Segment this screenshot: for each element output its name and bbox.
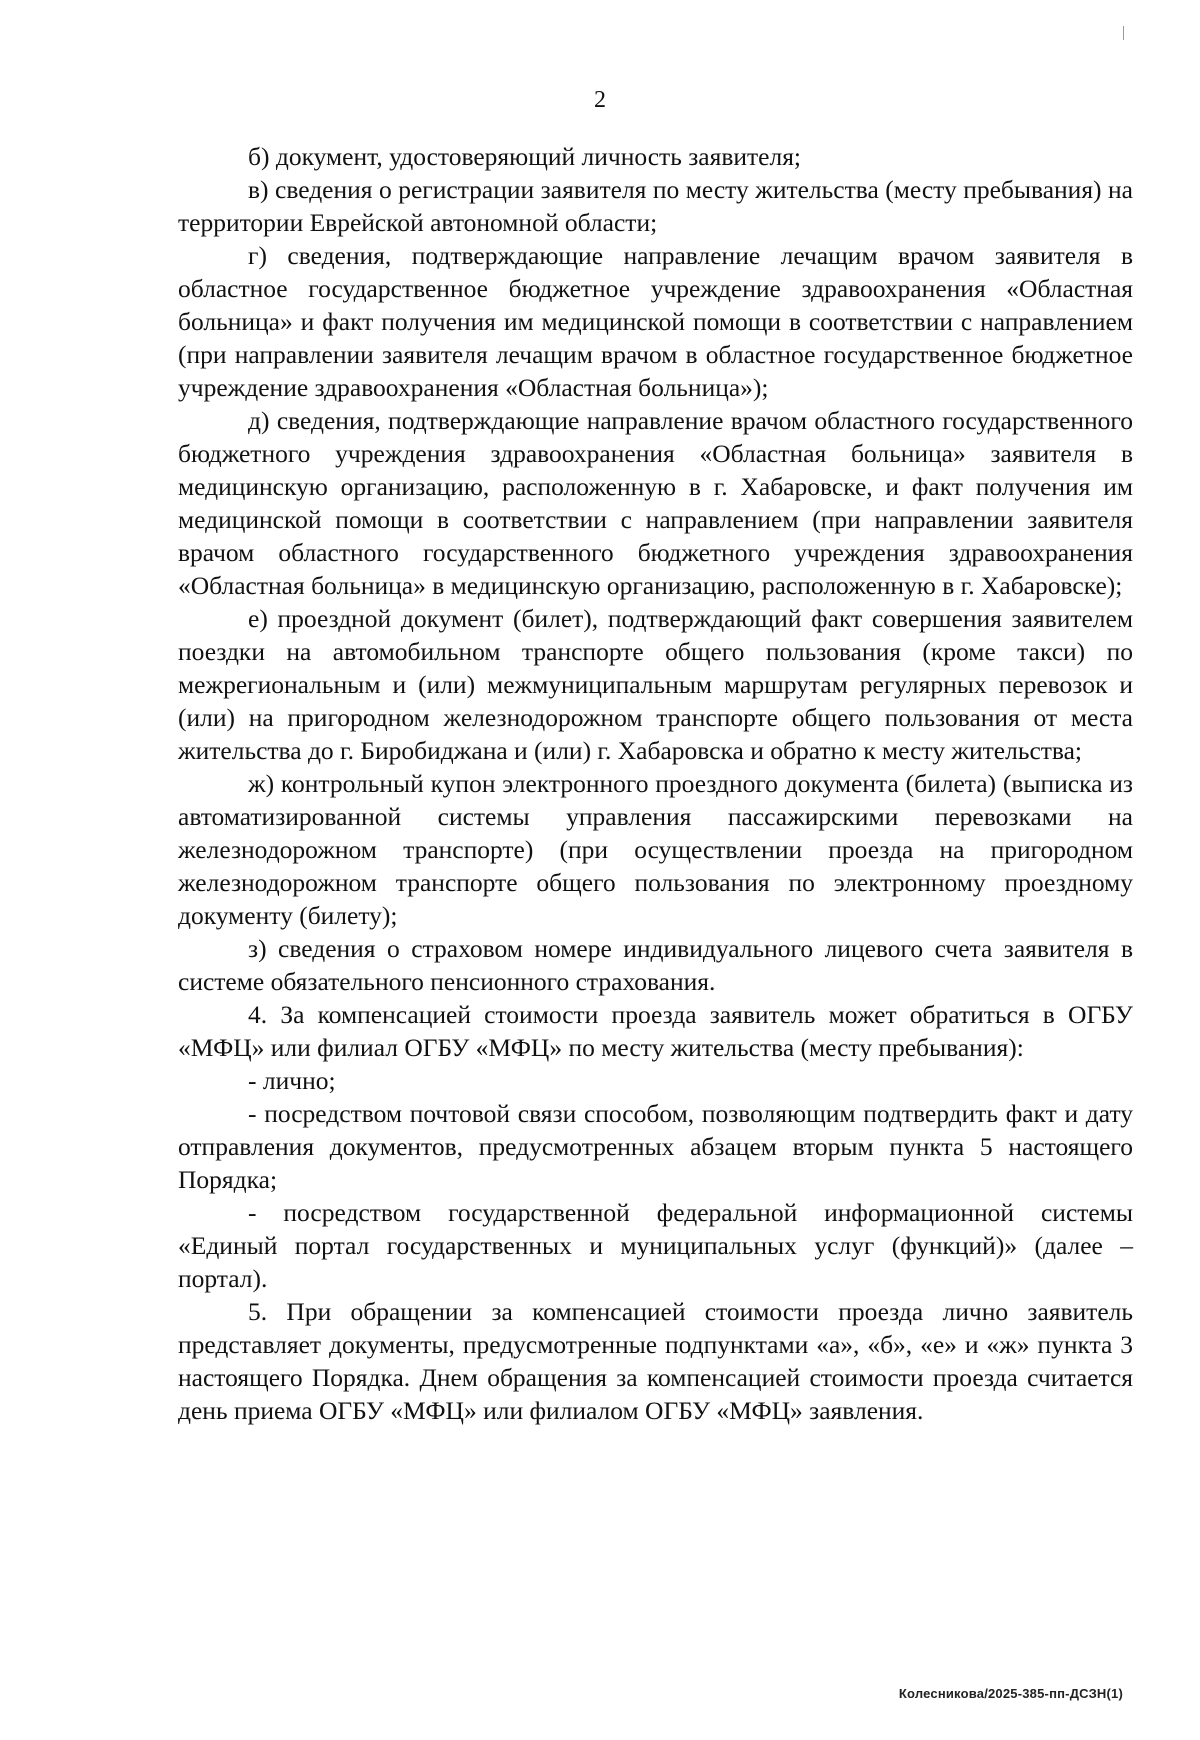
- paragraph-v: в) сведения о регистрации заявителя по месту жительства (месту пребывания) на территории Еврейской автономной области;: [178, 175, 1133, 237]
- page-number: 2: [594, 87, 606, 113]
- list-item-portal: - посредством государственной федеральной информационной системы «Единый портал государственных и муниципальных услуг (функций)» (далее – портал).: [178, 1198, 1133, 1293]
- paragraph-item-4: 4. За компенсацией стоимости проезда заявитель может обратиться в ОГБУ «МФЦ» или филиал ОГБУ «МФЦ» по месту жительства (месту пребывания):: [178, 1000, 1133, 1062]
- paragraph-zh: ж) контрольный купон электронного проездного документа (билета) (выписка из автоматизированной системы управления пассажирскими перевозками на железнодорожном транспорте) (при осуществлении проезда на пригородном железнодорожном транспорте общего пользования по электронному проездному документу (билету);: [178, 769, 1133, 930]
- paragraph-g: г) сведения, подтверждающие направление лечащим врачом заявителя в областное государственное бюджетное учреждение здравоохранения «Областная больница» и факт получения им медицинской помощи в соответствии с направлением (при направлении заявителя лечащим врачом в областное государственное бюджетное учреждение здравоохранения «Областная больница»);: [178, 241, 1133, 402]
- paragraph-e: е) проездной документ (билет), подтверждающий факт совершения заявителем поездки на автомобильном транспорте общего пользования (кроме такси) по межрегиональным и (или) межмуниципальным маршрутам регулярных перевозок и (или) на пригородном железнодорожном транспорте общего пользования от места жительства до г. Биробиджана и (или) г. Хабаровска и обратно к месту жительства;: [178, 604, 1133, 765]
- document-body: [178, 140, 1133, 1427]
- footer-document-code: Колесникова/2025-385-пп-ДСЗН(1): [898, 1686, 1123, 1701]
- paragraph-d: д) сведения, подтверждающие направление врачом областного государственного бюджетного учреждения здравоохранения «Областная больница» заявителя в медицинскую организацию, расположенную в г. Хабаровске, и факт получения им медицинской помощи в соответствии с направлением (при направлении заявителя врачом областного государственного бюджетного учреждения здравоохранения «Областная больница» в медицинскую организацию, расположенную в г. Хабаровске);: [178, 406, 1133, 600]
- list-item-in-person: - лично;: [248, 1066, 336, 1095]
- paragraph-z: з) сведения о страховом номере индивидуального лицевого счета заявителя в системе обязательного пенсионного страхования.: [178, 934, 1133, 996]
- paragraph-item-5: 5. При обращении за компенсацией стоимости проезда лично заявитель представляет документы, предусмотренные подпунктами «а», «б», «е» и «ж» пункта 3 настоящего Порядка. Днем обращения за компенсацией стоимости проезда считается день приема ОГБУ «МФЦ» или филиалом ОГБУ «МФЦ» заявления.: [178, 1297, 1133, 1425]
- list-item-postal: - посредством почтовой связи способом, позволяющим подтвердить факт и дату отправления документов, предусмотренных абзацем вторым пункта 5 настоящего Порядка;: [178, 1099, 1133, 1194]
- scan-artifact-mark: [1123, 26, 1124, 40]
- paragraph-b: б) документ, удостоверяющий личность заявителя;: [248, 142, 802, 171]
